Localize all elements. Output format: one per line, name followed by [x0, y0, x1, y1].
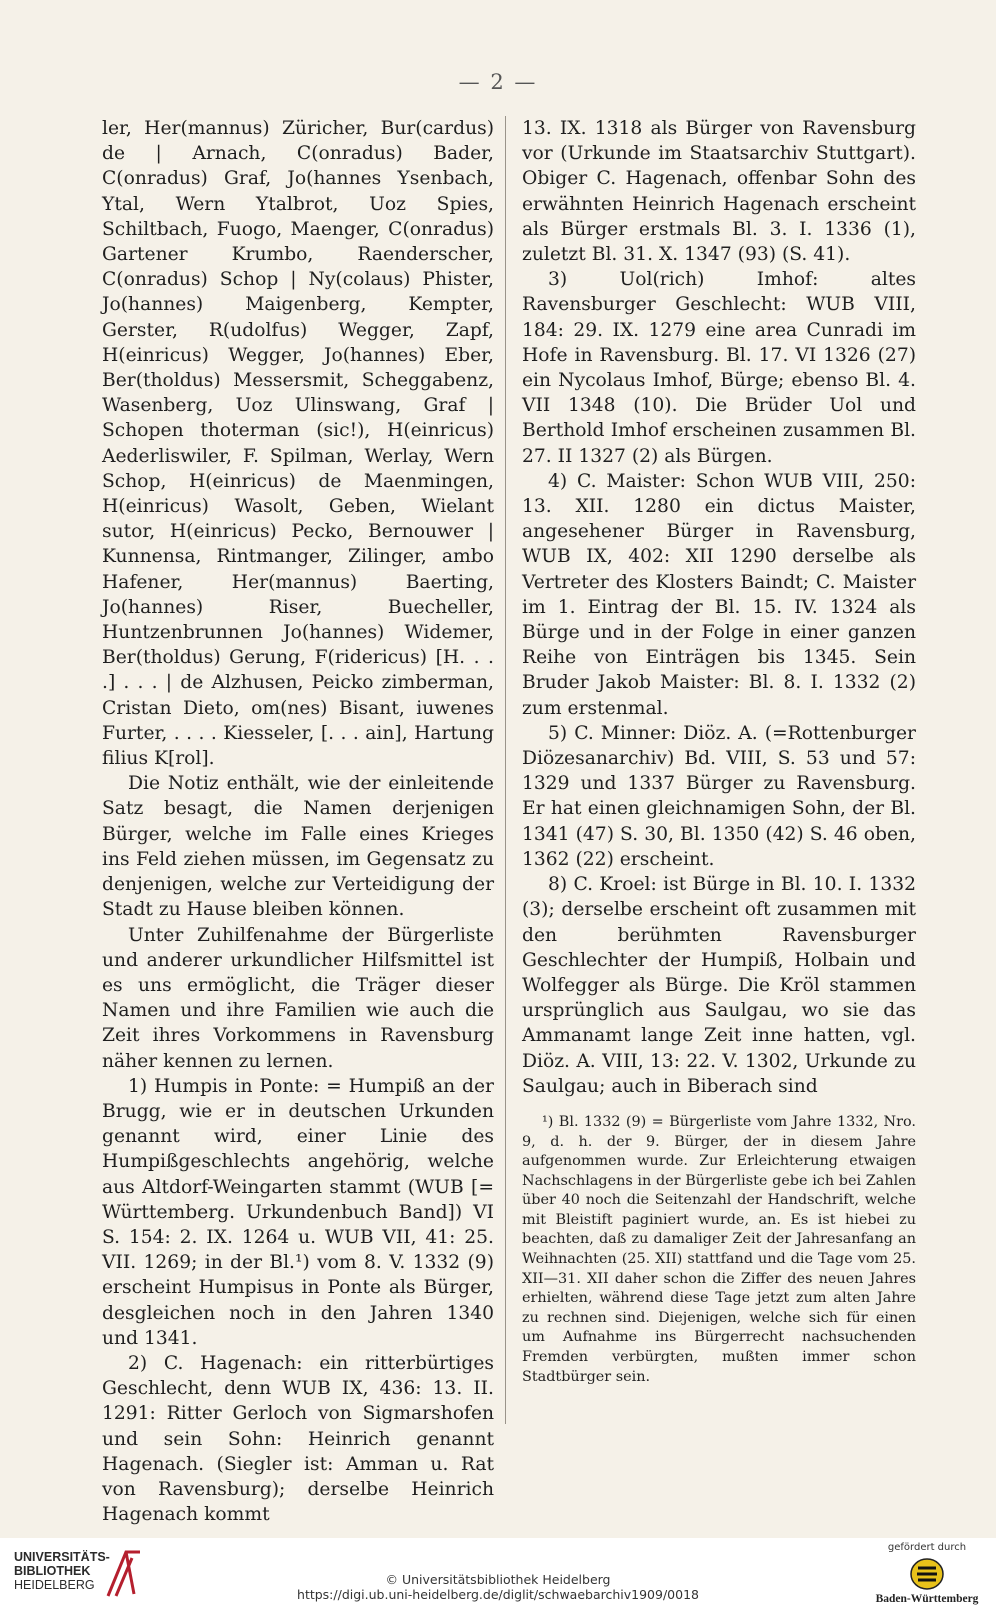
- copyright-text: © Universitätsbibliothek Heidelberg: [385, 1572, 611, 1587]
- paragraph: Unter Zuhilfenahme der Bürgerliste und anderer urkundlicher Hilfsmittel ist es uns ermöglicht, die Träger dieser Namen und ihre Familien wie auch die Zeit ihres Vorkommens in Ravensburg näher kennen zu lernen.: [102, 924, 494, 1072]
- copyright-block: [0, 1572, 996, 1602]
- entry-minner: 5) C. Minner: Diöz. A. (=Rottenburger Diözesanarchiv) Bd. VIII, S. 53 und 57: 1329 und 1337 Bürger zu Ravensburg. Er hat einen gleichnamigen Sohn, der Bl. 1341 (47) S. 30, Bl. 1350 (42) S. 46 oben, 1362 (22) erscheint.: [522, 722, 916, 870]
- library-logo[interactable]: UNIVERSITÄTS- BIBLIOTHEK HEIDELBERG: [14, 1550, 110, 1592]
- sponsor-label: gefördert durch: [887, 1542, 967, 1553]
- footer-bar: [0, 1538, 996, 1608]
- column-divider: [505, 116, 506, 1424]
- page-number: — 2 —: [458, 70, 538, 94]
- entry-hagenach: 2) C. Hagenach: ein ritterbürtiges Geschlecht, denn WUB IX, 436: 13. II. 1291: Ritter Gerloch von Sigmarshofen und sein Sohn: Heinrich genannt Hagenach. (Siegler ist: Amman u. Rat von Ravensburg); derselbe Heinrich Hagenach kommt: [102, 1352, 494, 1526]
- name-list-paragraph: ler, Her(mannus) Züricher, Bur(cardus) de | Arnach, C(onradus) Bader, C(onradus) Graf, Jo(hannes Ysenbach, Ytal, Wern Ytalbrot, Uoz Spies, Schiltbach, Fuogo, Maenger, C(onradus) Gartener Krumbo, Raenderscher, C(onradus) Schop | Ny(colaus) Phister, Jo(hannes) Maigenberg, Kempter, Gerster, R(udolfus) Wegger, Zapf, H(einricus) Wegger, Jo(hannes) Eber, Ber(tholdus) Messersmit, Scheggabenz, Wasenberg, Uoz Ulinswang, Graf | Schopen thoterman (sic!), H(einricus) Aederliswiler, F. Spilman, Werlay, Wern Schop, H(einricus) de Maenmingen, H(einricus) Wasolt, Geben, Wielant sutor, H(einricus) Pecko, Bernouwer | Kunnensa, Rintmanger, Zilinger, ambo Hafener, Her(mannus) Baerting, Jo(hannes) Riser, Buecheller, Huntzenbrunnen Jo(hannes) Widemer, Ber(tholdus) Gerung, F(ridericus) [H. . . .] . . . | de Alzhusen, Peicko zimberman, Cristan Dieto, om(nes) Bisant, iuwenes Furter, . . . . Kiesseler, [. . . ain], Hartung filius K[rol].: [102, 118, 494, 770]
- entry-kroel: 8) C. Kroel: ist Bürge in Bl. 10. I. 1332 (3); derselbe erscheint oft zusammen mit den berühmten Ravensburger Geschlechter der Humpiß, Holbain und Wolfegger als Bürge. Die Kröl stammen ursprünglich aus Saulgau, wo sie das Ammanamt lange Zeit inne hatten, vgl. Diöz. A. VIII, 13: 22. V. 1302, Urkunde zu Saulgau; auch in Biberach sind: [522, 874, 916, 1097]
- crest-icon: [907, 1557, 947, 1591]
- entry-humpis: 1) Humpis in Ponte: = Humpiß an der Brugg, wie er in deutschen Urkunden genannt wird, einer Linie des Humpißgeschlechts angehörig, welche aus Altdorf-Weingarten stammt (WUB [= Württemberg. Urkundenbuch Band]) VI S. 154: 2. IX. 1264 u. WUB VII, 41: 25. VII. 1269; in der Bl.¹) vom 8. V. 1332 (9) erscheint Humpisus in Ponte als Bürger, desgleichen noch in den Jahren 1340 und 1341.: [102, 1075, 494, 1349]
- paragraph-continued: 13. IX. 1318 als Bürger von Ravensburg vor (Urkunde im Staatsarchiv Stuttgart). Obiger C. Hagenach, offenbar Sohn des erwähnten Heinrich Hagenach erscheint als Bürger erstmals Bl. 3. I. 1336 (1), zuletzt Bl. 31. X. 1347 (93) (S. 41).: [522, 118, 916, 266]
- left-column: [102, 116, 494, 1527]
- sponsor-name: Baden-Württemberg: [875, 1593, 979, 1605]
- right-column: [522, 116, 916, 1387]
- footnote: ¹) Bl. 1332 (9) = Bürgerliste vom Jahre 1332, Nro. 9, d. h. der 9. Bürger, der in diesem Jahre aufgenommen wurde. Zur Erleichterung etwaigen Nachschlagens in der Bürgerliste gebe ich bei Zahlen über 40 noch die Seitenzahl der Handschrift, welche mit Bleistift paginiert wurde, an. Es ist hiebei zu beachten, daß zu damaliger Zeit der Jahresanfang an Weihnachten (25. XII) stattfand und die Tage vom 25. XII—31. XII daher schon die Ziffer des neuen Jahres erhielten, während diese Tage jetzt zum alten Jahre zu rechnen sind. Diejenigen, welche sich für einen um Aufnahme ins Bürgerrecht nachsuchenden Fremden verbürgten, mußten immer schon Stadtbürger sein.: [522, 1113, 916, 1385]
- permalink[interactable]: https://digi.ub.uni-heidelberg.de/diglit/schwaebarchiv1909/0018: [297, 1587, 699, 1602]
- paragraph: Die Notiz enthält, wie der einleitende Satz besagt, die Namen derjenigen Bürger, welche im Falle eines Krieges ins Feld ziehen müssen, im Gegensatz zu denjenigen, welche zur Verteidigung der Stadt zu Hause bleiben können.: [102, 773, 494, 921]
- entry-maister: 4) C. Maister: Schon WUB VIII, 250: 13. XII. 1280 ein dictus Maister, angesehener Bürger in Ravensburg, WUB IX, 402: XII 1290 derselbe als Vertreter des Klosters Baindt; C. Maister im 1. Eintrag der Bl. 15. IV. 1324 als Bürge und in der Folge in einer ganzen Reihe von Einträgen bis 1345. Sein Bruder Jakob Maister: Bl. 8. I. 1332 (2) zum erstenmal.: [522, 470, 916, 719]
- sponsor-block: [872, 1542, 982, 1605]
- entry-imhof: 3) Uol(rich) Imhof: altes Ravensburger Geschlecht: WUB VIII, 184: 29. IX. 1279 eine area Cunradi im Hofe in Ravensburg. Bl. 17. VI 1326 (27) ein Nycolaus Imhof, Bürge; ebenso Bl. 4. VII 1348 (10). Die Brüder Uol und Berthold Imhof erscheinen zusammen Bl. 27. II 1327 (2) als Bürgen.: [522, 269, 916, 467]
